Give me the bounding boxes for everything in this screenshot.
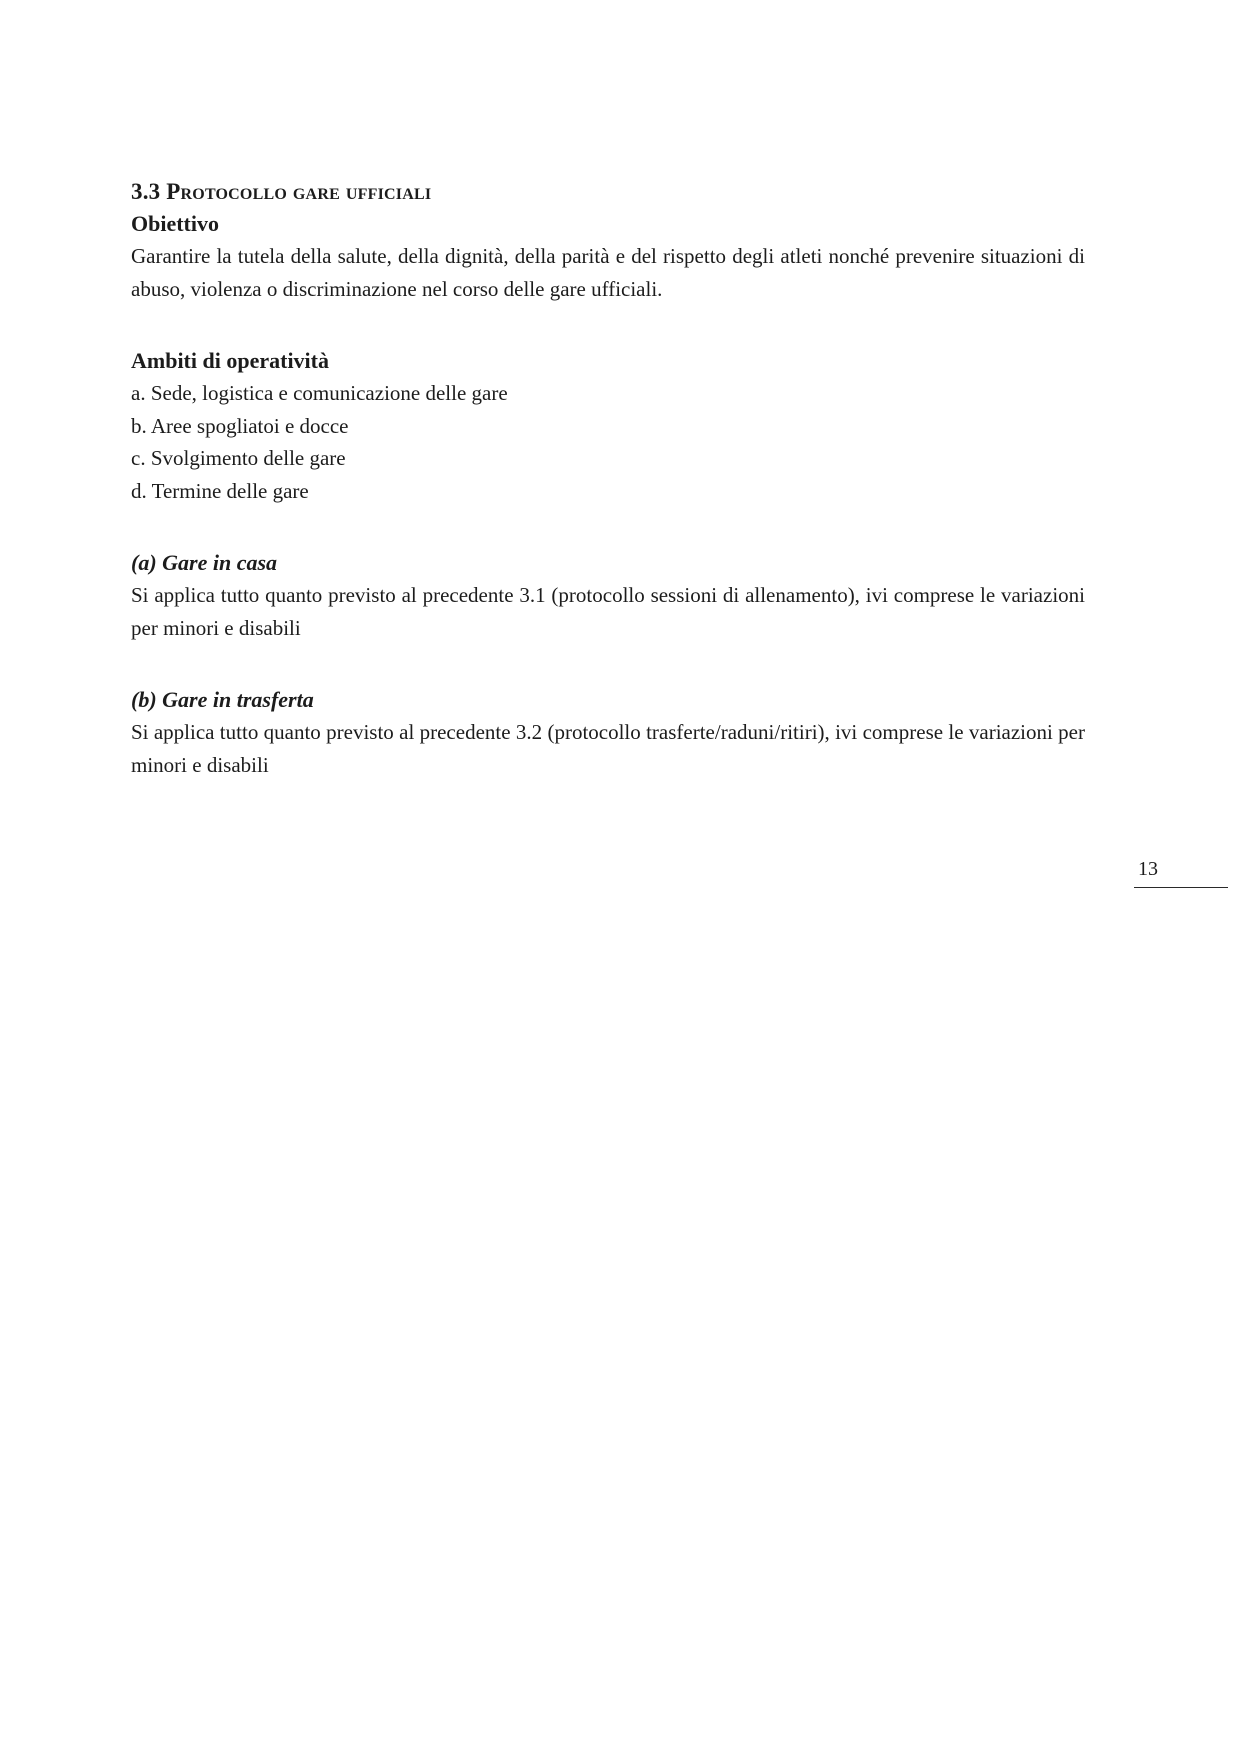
ambiti-item-c: c. Svolgimento delle gare xyxy=(131,446,346,470)
page-footer xyxy=(1134,857,1228,888)
gare-in-trasferta-body: Si applica tutto quanto previsto al precedente 3.2 (protocollo trasferte/raduni/ritiri), ivi comprese le variazioni per minori e disabili xyxy=(131,720,1085,777)
gare-in-trasferta-title: (b) Gare in trasferta xyxy=(131,687,314,712)
footer-rule xyxy=(1134,887,1228,888)
gare-in-casa-title: (a) Gare in casa xyxy=(131,550,278,575)
ambiti-item-a: a. Sede, logistica e comunicazione delle gare xyxy=(131,381,508,405)
page-content xyxy=(131,176,1085,781)
section-heading: 3.3 Protocollo gare ufficiali xyxy=(131,179,432,204)
gare-in-trasferta-section xyxy=(131,684,1085,781)
section-3-3 xyxy=(131,176,1085,305)
ambiti-item-b: b. Aree spogliatoi e docce xyxy=(131,413,349,438)
gare-in-casa-body: Si applica tutto quanto previsto al precedente 3.1 (protocollo sessioni di allenamento), ivi comprese le variazioni per minori e disabili xyxy=(131,583,1085,640)
gare-in-casa-section xyxy=(131,547,1085,644)
page-number: 13 xyxy=(1138,858,1158,880)
ambiti-item-d: d. Termine delle gare xyxy=(131,478,309,503)
ambiti-section xyxy=(131,345,1085,507)
ambiti-title: Ambiti di operatività xyxy=(131,348,329,373)
obiettivo-title: Obiettivo xyxy=(131,211,219,236)
obiettivo-body: Garantire la tutela della salute, della dignità, della parità e del rispetto degli atleti nonché prevenire situazioni di abuso, violenza o discriminazione nel corso delle gare ufficiali. xyxy=(131,244,1085,301)
